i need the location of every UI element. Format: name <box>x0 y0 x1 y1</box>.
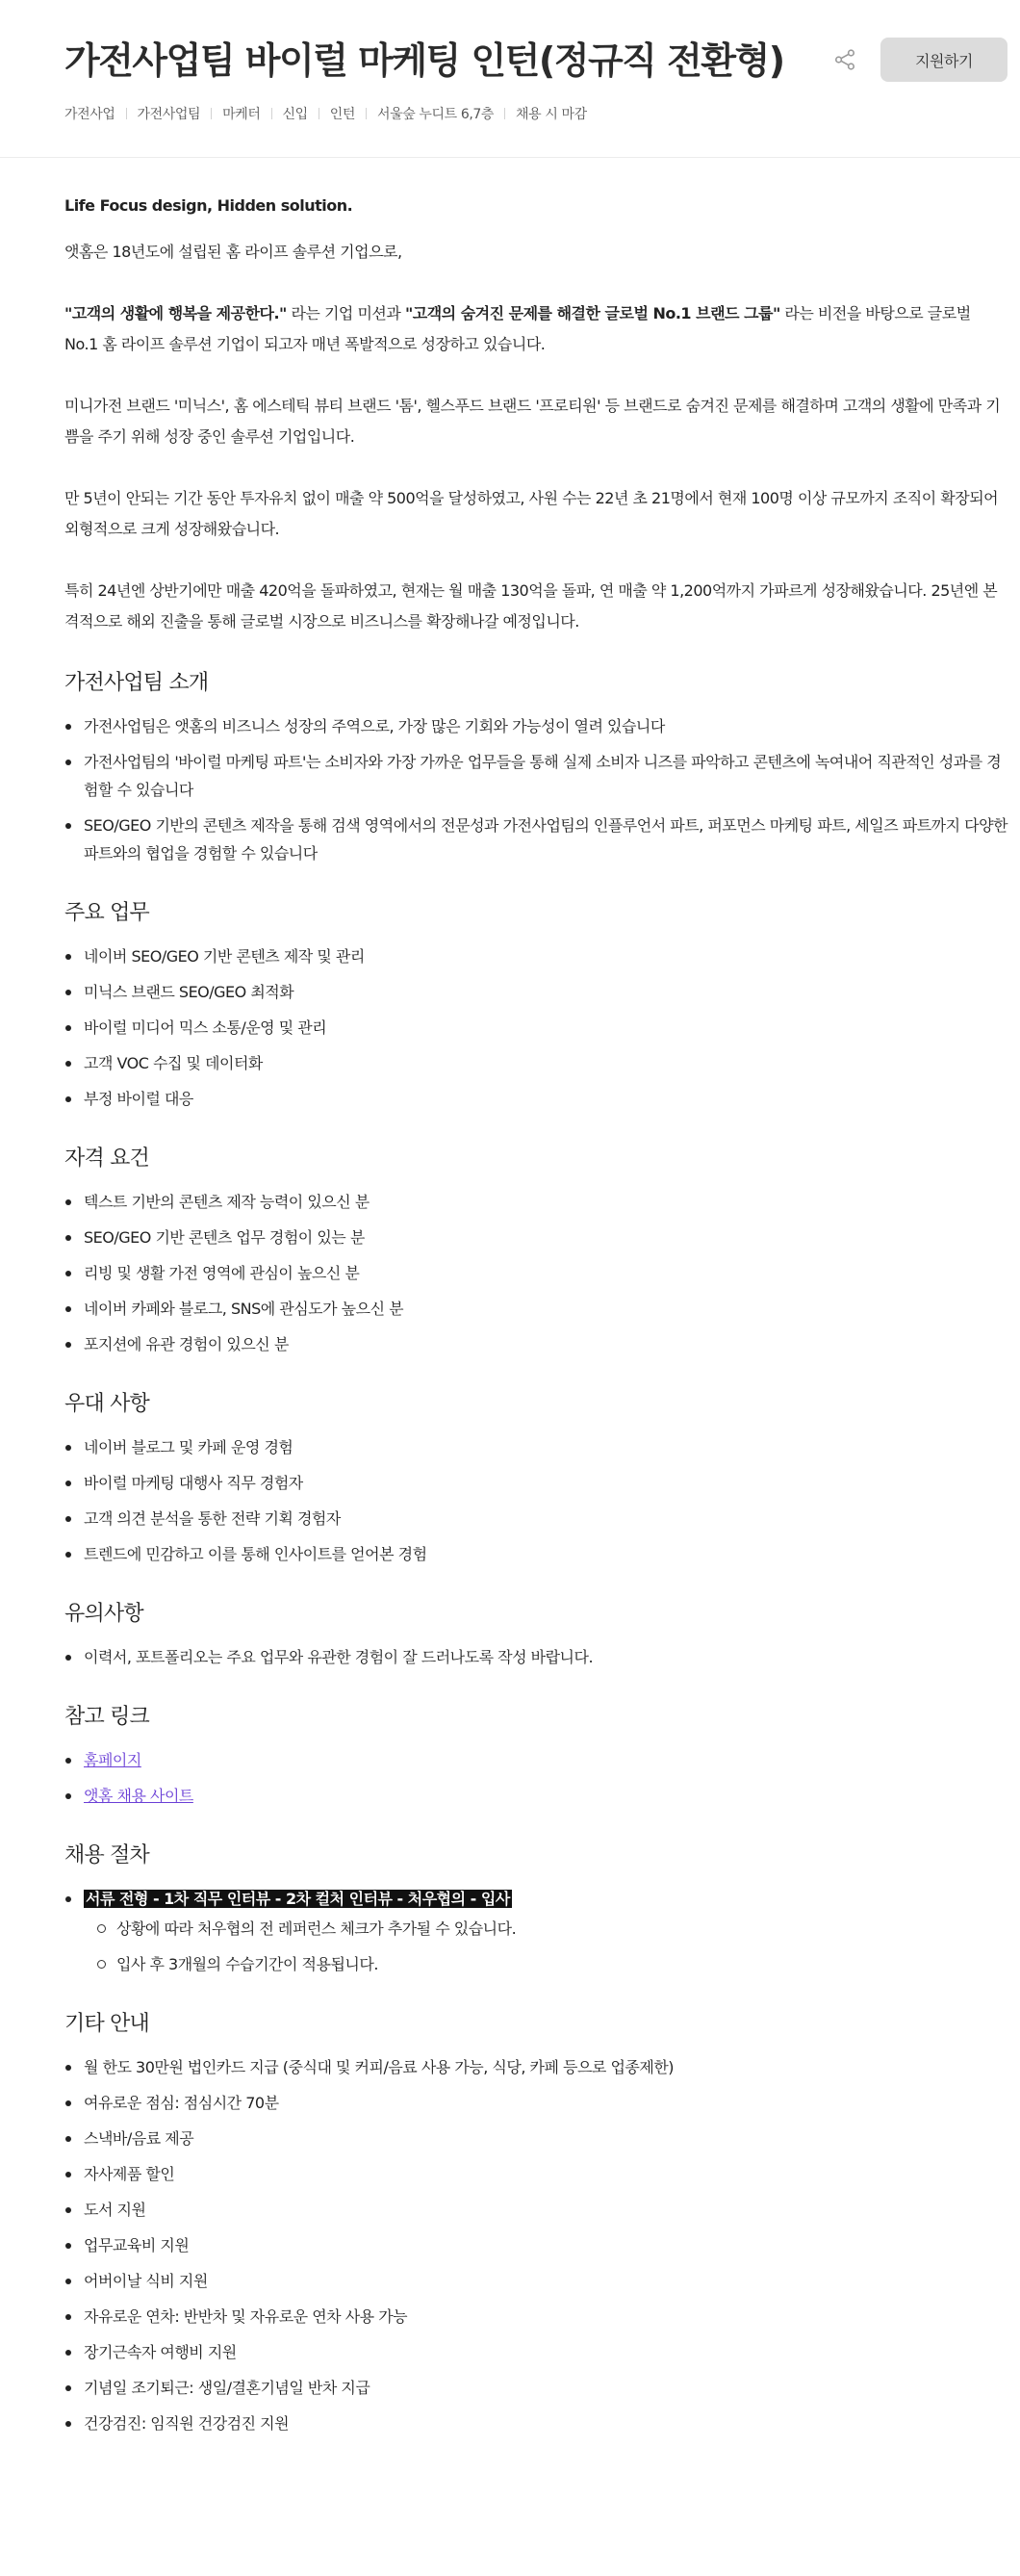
link-item <box>64 1782 1012 1810</box>
tag-divider <box>504 108 505 119</box>
list-item: 자사제품 할인 <box>64 2160 1012 2188</box>
intro-paragraph: 앳홈은 18년도에 설립된 홈 라이프 솔루션 기업으로, <box>64 243 402 261</box>
list-item: SEO/GEO 기반 콘텐츠 업무 경험이 있는 분 <box>64 1224 1012 1251</box>
team-section-title: 가전사업팀 소개 <box>64 671 209 695</box>
outlook-paragraph: 특히 24년엔 상반기에만 매출 420억을 돌파하였고, 현재는 월 매출 130억을 돌파, 연 매출 약 1,200억까지 가파르게 성장해왔습니다. 25년엔 본격적으로 해외 진출을 통해 글로벌 시장으로 비즈니스를 확장해나갈 예정입니다. <box>64 581 998 631</box>
list-item: 가전사업팀은 앳홈의 비즈니스 성장의 주역으로, 가장 많은 기회와 가능성이 열려 있습니다 <box>64 712 1012 740</box>
list-item: 장기근속자 여행비 지원 <box>64 2338 1012 2366</box>
tag-role <box>222 104 282 123</box>
list-item: 고객 VOC 수집 및 데이터화 <box>64 1049 1012 1077</box>
tag-divider <box>271 108 272 119</box>
tag-divider <box>366 108 367 119</box>
list-item: 바이럴 마케팅 대행사 직무 경험자 <box>64 1469 1012 1497</box>
growth-paragraph: 만 5년이 안되는 기간 동안 투자유치 없이 매출 약 500억을 달성하였고, 사원 수는 22년 초 21명에서 현재 100명 이상 규모까지 조직이 확장되어 외형적으로 크게 성장해왔습니다. <box>64 489 999 538</box>
sub-list-item: 상황에 따라 처우협의 전 레퍼런스 체크가 추가될 수 있습니다. <box>97 1915 1012 1943</box>
mission-text: "고객의 생활에 행복을 제공한다." <box>64 304 287 322</box>
preferred-section-title: 우대 사항 <box>64 1392 150 1416</box>
list-item: 부정 바이럴 대응 <box>64 1085 1012 1113</box>
list-item: 스낵바/음료 제공 <box>64 2125 1012 2152</box>
list-item: SEO/GEO 기반의 콘텐츠 제작을 통해 검색 영역에서의 전문성과 가전사업팀의 인플루언서 파트, 퍼포먼스 마케팅 파트, 세일즈 파트까지 다양한 파트와의 협업을 경험할 수 있습니다 <box>64 811 1012 867</box>
vision-text: "고객의 숨겨진 문제를 해결한 글로벌 No.1 브랜드 그룹" <box>404 304 780 322</box>
list-item: 트렌드에 민감하고 이를 통해 인사이트를 얻어본 경험 <box>64 1540 1012 1568</box>
tag-label: 인턴 <box>329 107 355 122</box>
tag-team <box>138 104 223 123</box>
etc-section-title: 기타 안내 <box>64 2012 150 2036</box>
tag-category <box>64 104 138 123</box>
list-item: 미닉스 브랜드 SEO/GEO 최적화 <box>64 978 1012 1006</box>
preferred-list <box>64 1433 1020 1568</box>
tag-career <box>283 104 330 123</box>
requirements-section-title: 자격 요건 <box>64 1146 150 1171</box>
list-item: 텍스트 기반의 콘텐츠 제작 능력이 있으신 분 <box>64 1188 1012 1216</box>
tag-label: 서울숲 누디트 6,7층 <box>377 107 495 122</box>
careers-site-link[interactable]: 앳홈 채용 사이트 <box>84 1787 193 1805</box>
sub-list-item: 입사 후 3개월의 수습기간이 적용됩니다. <box>97 1950 1012 1978</box>
list-item: 고객 의견 분석을 통한 전략 기획 경험자 <box>64 1505 1012 1533</box>
tag-label: 신입 <box>282 107 308 122</box>
duties-section-title: 주요 업무 <box>64 901 150 925</box>
list-item: 리빙 및 생활 가전 영역에 관심이 높으신 분 <box>64 1259 1012 1287</box>
list-item: 도서 지원 <box>64 2196 1012 2224</box>
benefits-list <box>64 2053 1020 2437</box>
job-title: 가전사업팀 바이럴 마케팅 인턴(정규직 전환형) <box>64 39 784 82</box>
list-item: 기념일 조기퇴근: 생일/결혼기념일 반차 지급 <box>64 2374 1012 2402</box>
list-item: 네이버 카페와 블로그, SNS에 관심도가 높으신 분 <box>64 1295 1012 1323</box>
process-steps-item <box>64 1885 1012 1978</box>
notes-section-title: 유의사항 <box>64 1602 143 1626</box>
tag-label: 채용 시 마감 <box>516 107 587 122</box>
process-steps: 서류 전형 - 1차 직무 인터뷰 - 2차 컬처 인터뷰 - 처우협의 - 입사 <box>86 1890 510 1908</box>
mission-paragraph <box>64 298 1003 360</box>
tag-divider <box>211 108 212 119</box>
list-item: 포지션에 유관 경험이 있으신 분 <box>64 1330 1012 1358</box>
job-tags <box>64 104 1020 123</box>
list-item: 여유로운 점심: 점심시간 70분 <box>64 2089 1012 2117</box>
list-item: 업무교육비 지원 <box>64 2231 1012 2259</box>
job-header <box>0 0 1020 158</box>
list-item: 바이럴 미디어 믹스 소통/운영 및 관리 <box>64 1014 1012 1042</box>
process-section-title: 채용 절차 <box>64 1843 150 1868</box>
team-list <box>64 712 1020 867</box>
homepage-link[interactable]: 홈페이지 <box>84 1751 141 1769</box>
job-description <box>0 158 1020 2437</box>
tag-label: 마케터 <box>222 107 261 122</box>
tag-label: 가전사업 <box>64 107 115 122</box>
list-item: 네이버 SEO/GEO 기반 콘텐츠 제작 및 관리 <box>64 942 1012 970</box>
list-item: 자유로운 연차: 반반차 및 자유로운 연차 사용 가능 <box>64 2303 1012 2331</box>
brands-paragraph: 미니가전 브랜드 '미닉스', 홈 에스테틱 뷰티 브랜드 '톰', 헬스푸드 브랜드 '프로티원' 등 브랜드로 숨겨진 문제를 해결하며 고객의 생활에 만족과 기쁨을 주기 위해 성장 중인 솔루션 기업입니다. <box>64 397 1001 446</box>
process-sub-list <box>84 1915 1012 1978</box>
tag-divider <box>126 108 127 119</box>
tag-employment-type <box>330 104 377 123</box>
tag-deadline <box>516 104 587 123</box>
mission-connector: 라는 기업 미션과 <box>286 304 405 322</box>
list-item: 어버이날 식비 지원 <box>64 2267 1012 2295</box>
duties-list <box>64 942 1020 1113</box>
tag-label: 가전사업팀 <box>137 107 201 122</box>
company-slogan: Life Focus design, Hidden solution. <box>64 196 353 215</box>
links-section-title: 참고 링크 <box>64 1705 150 1729</box>
share-icon[interactable] <box>831 46 858 73</box>
link-item <box>64 1746 1012 1774</box>
requirements-list <box>64 1188 1020 1358</box>
list-item: 이력서, 포트폴리오는 주요 업무와 유관한 경험이 잘 드러나도록 작성 바랍니다. <box>64 1643 1012 1671</box>
links-list <box>64 1746 1020 1810</box>
apply-button[interactable]: 지원하기 <box>880 38 1007 82</box>
process-list <box>64 1885 1020 1978</box>
list-item: 건강검진: 임직원 건강검진 지원 <box>64 2409 1012 2437</box>
mission-rest: 라는 비전을 바탕으로 글로벌 No.1 홈 라이프 솔루션 기업이 되고자 매년 폭발적으로 성장하고 있습니다. <box>64 304 971 353</box>
list-item: 월 한도 30만원 법인카드 지급 (중식대 및 커피/음료 사용 가능, 식당, 카페 등으로 업종제한) <box>64 2053 1012 2081</box>
notes-list <box>64 1643 1020 1671</box>
list-item: 가전사업팀의 '바이럴 마케팅 파트'는 소비자와 가장 가까운 업무들을 통해 실제 소비자 니즈를 파악하고 콘텐츠에 녹여내어 직관적인 성과를 경험할 수 있습니다 <box>64 748 1012 804</box>
list-item: 네이버 블로그 및 카페 운영 경험 <box>64 1433 1012 1461</box>
tag-location <box>377 104 516 123</box>
